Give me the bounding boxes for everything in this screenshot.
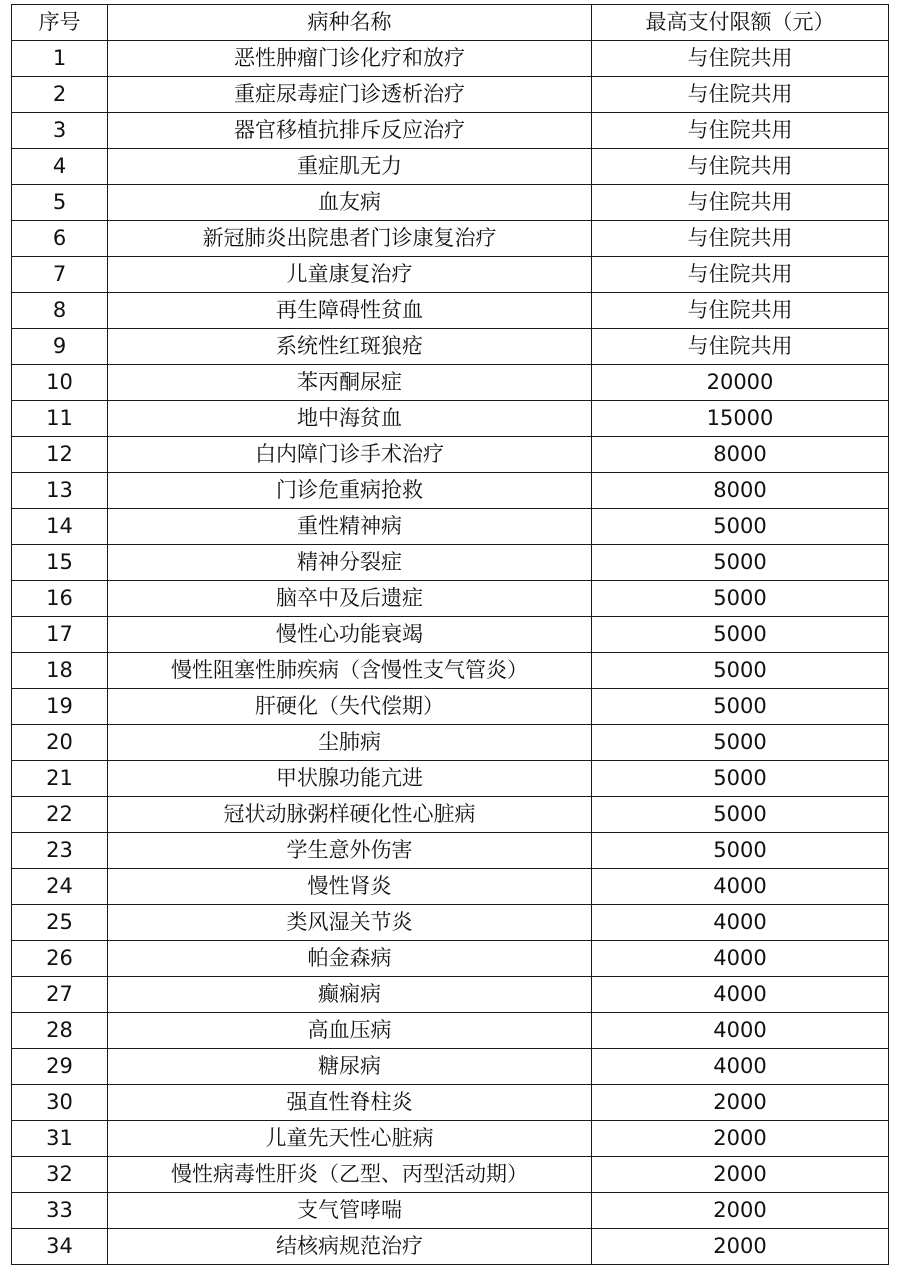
table-row — [12, 833, 889, 869]
table-row — [12, 257, 889, 293]
table-row — [12, 77, 889, 113]
row-disease-name-cell: 帕金森病 — [108, 941, 592, 977]
row-index-cell: 28 — [12, 1013, 108, 1049]
row-index-cell: 24 — [12, 869, 108, 905]
row-disease-name-cell: 癫痫病 — [108, 977, 592, 1013]
row-disease-name-cell: 重症尿毒症门诊透析治疗 — [108, 77, 592, 113]
header-max-payment-limit: 最高支付限额（元） — [592, 5, 889, 41]
table-row — [12, 689, 889, 725]
row-payment-limit-cell: 与住院共用 — [592, 293, 889, 329]
table-row — [12, 437, 889, 473]
row-index-cell: 27 — [12, 977, 108, 1013]
table-row — [12, 761, 889, 797]
row-disease-name-cell: 脑卒中及后遗症 — [108, 581, 592, 617]
row-payment-limit-cell: 4000 — [592, 869, 889, 905]
row-payment-limit-cell: 5000 — [592, 761, 889, 797]
table-row — [12, 113, 889, 149]
row-payment-limit-cell: 4000 — [592, 977, 889, 1013]
table-row — [12, 365, 889, 401]
row-disease-name-cell: 肝硬化（失代偿期） — [108, 689, 592, 725]
row-payment-limit-cell: 5000 — [592, 833, 889, 869]
row-payment-limit-cell: 与住院共用 — [592, 257, 889, 293]
row-payment-limit-cell: 5000 — [592, 545, 889, 581]
table-row — [12, 869, 889, 905]
row-disease-name-cell: 支气管哮喘 — [108, 1193, 592, 1229]
table-row — [12, 473, 889, 509]
row-disease-name-cell: 尘肺病 — [108, 725, 592, 761]
row-index-cell: 11 — [12, 401, 108, 437]
row-payment-limit-cell: 4000 — [592, 941, 889, 977]
table-row — [12, 941, 889, 977]
row-disease-name-cell: 血友病 — [108, 185, 592, 221]
row-disease-name-cell: 儿童先天性心脏病 — [108, 1121, 592, 1157]
row-index-cell: 2 — [12, 77, 108, 113]
row-disease-name-cell: 慢性肾炎 — [108, 869, 592, 905]
row-payment-limit-cell: 与住院共用 — [592, 221, 889, 257]
row-index-cell: 12 — [12, 437, 108, 473]
table-row — [12, 545, 889, 581]
row-payment-limit-cell: 2000 — [592, 1193, 889, 1229]
row-index-cell: 17 — [12, 617, 108, 653]
row-payment-limit-cell: 4000 — [592, 1013, 889, 1049]
table-row — [12, 977, 889, 1013]
disease-payment-limit-table — [11, 4, 889, 1265]
row-index-cell: 8 — [12, 293, 108, 329]
row-payment-limit-cell: 5000 — [592, 725, 889, 761]
row-payment-limit-cell: 5000 — [592, 797, 889, 833]
row-index-cell: 21 — [12, 761, 108, 797]
table-body — [12, 41, 889, 1265]
row-disease-name-cell: 新冠肺炎出院患者门诊康复治疗 — [108, 221, 592, 257]
row-payment-limit-cell: 与住院共用 — [592, 77, 889, 113]
row-payment-limit-cell: 5000 — [592, 617, 889, 653]
row-disease-name-cell: 慢性病毒性肝炎（乙型、丙型活动期） — [108, 1157, 592, 1193]
table-row — [12, 401, 889, 437]
row-disease-name-cell: 重症肌无力 — [108, 149, 592, 185]
table-row — [12, 41, 889, 77]
table-row — [12, 293, 889, 329]
header-index: 序号 — [12, 5, 108, 41]
row-disease-name-cell: 地中海贫血 — [108, 401, 592, 437]
table-row — [12, 509, 889, 545]
table-row — [12, 905, 889, 941]
row-disease-name-cell: 强直性脊柱炎 — [108, 1085, 592, 1121]
row-index-cell: 33 — [12, 1193, 108, 1229]
table-row — [12, 329, 889, 365]
table-row — [12, 185, 889, 221]
row-disease-name-cell: 门诊危重病抢救 — [108, 473, 592, 509]
row-disease-name-cell: 重性精神病 — [108, 509, 592, 545]
row-index-cell: 26 — [12, 941, 108, 977]
row-payment-limit-cell: 与住院共用 — [592, 41, 889, 77]
row-disease-name-cell: 儿童康复治疗 — [108, 257, 592, 293]
row-index-cell: 6 — [12, 221, 108, 257]
row-payment-limit-cell: 5000 — [592, 581, 889, 617]
table-row — [12, 1049, 889, 1085]
row-index-cell: 14 — [12, 509, 108, 545]
row-index-cell: 15 — [12, 545, 108, 581]
row-disease-name-cell: 器官移植抗排斥反应治疗 — [108, 113, 592, 149]
table-row — [12, 581, 889, 617]
row-payment-limit-cell: 20000 — [592, 365, 889, 401]
row-index-cell: 31 — [12, 1121, 108, 1157]
row-payment-limit-cell: 5000 — [592, 689, 889, 725]
row-index-cell: 9 — [12, 329, 108, 365]
row-index-cell: 25 — [12, 905, 108, 941]
row-payment-limit-cell: 2000 — [592, 1121, 889, 1157]
row-index-cell: 7 — [12, 257, 108, 293]
row-payment-limit-cell: 4000 — [592, 1049, 889, 1085]
table-row — [12, 1229, 889, 1265]
table-row — [12, 1193, 889, 1229]
row-index-cell: 34 — [12, 1229, 108, 1265]
row-disease-name-cell: 白内障门诊手术治疗 — [108, 437, 592, 473]
row-index-cell: 4 — [12, 149, 108, 185]
row-disease-name-cell: 系统性红斑狼疮 — [108, 329, 592, 365]
row-payment-limit-cell: 2000 — [592, 1085, 889, 1121]
row-index-cell: 18 — [12, 653, 108, 689]
row-payment-limit-cell: 与住院共用 — [592, 149, 889, 185]
row-index-cell: 19 — [12, 689, 108, 725]
row-payment-limit-cell: 与住院共用 — [592, 185, 889, 221]
table-header-row — [12, 5, 889, 41]
table-row — [12, 1121, 889, 1157]
table-row — [12, 1085, 889, 1121]
row-index-cell: 3 — [12, 113, 108, 149]
row-index-cell: 22 — [12, 797, 108, 833]
row-disease-name-cell: 慢性心功能衰竭 — [108, 617, 592, 653]
row-disease-name-cell: 恶性肿瘤门诊化疗和放疗 — [108, 41, 592, 77]
row-disease-name-cell: 学生意外伤害 — [108, 833, 592, 869]
row-index-cell: 29 — [12, 1049, 108, 1085]
row-payment-limit-cell: 2000 — [592, 1157, 889, 1193]
row-payment-limit-cell: 与住院共用 — [592, 329, 889, 365]
document-page — [11, 4, 888, 1264]
row-payment-limit-cell: 2000 — [592, 1229, 889, 1265]
row-disease-name-cell: 类风湿关节炎 — [108, 905, 592, 941]
table-row — [12, 653, 889, 689]
table-row — [12, 149, 889, 185]
row-index-cell: 13 — [12, 473, 108, 509]
table-row — [12, 725, 889, 761]
row-index-cell: 10 — [12, 365, 108, 401]
row-payment-limit-cell: 8000 — [592, 473, 889, 509]
row-index-cell: 5 — [12, 185, 108, 221]
row-index-cell: 23 — [12, 833, 108, 869]
row-payment-limit-cell: 15000 — [592, 401, 889, 437]
row-index-cell: 20 — [12, 725, 108, 761]
table-row — [12, 221, 889, 257]
row-payment-limit-cell: 8000 — [592, 437, 889, 473]
row-disease-name-cell: 慢性阻塞性肺疾病（含慢性支气管炎） — [108, 653, 592, 689]
row-disease-name-cell: 糖尿病 — [108, 1049, 592, 1085]
row-disease-name-cell: 结核病规范治疗 — [108, 1229, 592, 1265]
row-disease-name-cell: 高血压病 — [108, 1013, 592, 1049]
header-disease-name: 病种名称 — [108, 5, 592, 41]
row-disease-name-cell: 冠状动脉粥样硬化性心脏病 — [108, 797, 592, 833]
row-index-cell: 30 — [12, 1085, 108, 1121]
table-row — [12, 797, 889, 833]
row-payment-limit-cell: 5000 — [592, 509, 889, 545]
table-row — [12, 617, 889, 653]
row-payment-limit-cell: 5000 — [592, 653, 889, 689]
row-index-cell: 1 — [12, 41, 108, 77]
row-disease-name-cell: 再生障碍性贫血 — [108, 293, 592, 329]
row-index-cell: 32 — [12, 1157, 108, 1193]
row-index-cell: 16 — [12, 581, 108, 617]
row-disease-name-cell: 精神分裂症 — [108, 545, 592, 581]
row-disease-name-cell: 甲状腺功能亢进 — [108, 761, 592, 797]
row-disease-name-cell: 苯丙酮尿症 — [108, 365, 592, 401]
row-payment-limit-cell: 4000 — [592, 905, 889, 941]
table-row — [12, 1013, 889, 1049]
table-row — [12, 1157, 889, 1193]
row-payment-limit-cell: 与住院共用 — [592, 113, 889, 149]
